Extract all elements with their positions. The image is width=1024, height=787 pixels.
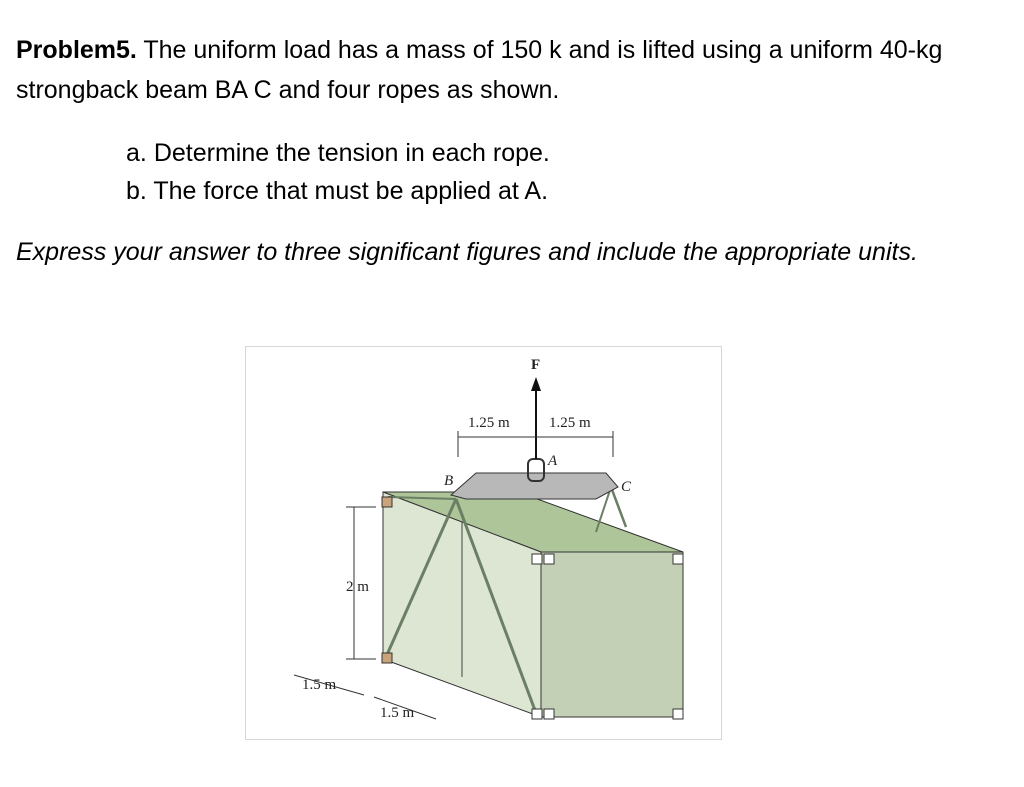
instruction-text: Express your answer to three significant figures and include the appropriate units. bbox=[16, 238, 918, 266]
lug bbox=[673, 709, 683, 719]
problem-statement bbox=[16, 30, 1006, 110]
width-label: 1.5 m bbox=[380, 705, 415, 721]
box-front-face bbox=[541, 552, 683, 717]
depth-label: 1.5 m bbox=[302, 677, 337, 693]
problem-figure bbox=[245, 346, 722, 740]
point-a-label: A bbox=[548, 453, 558, 469]
part-a bbox=[126, 134, 550, 172]
part-b bbox=[126, 172, 550, 210]
part-b-marker: b. bbox=[126, 177, 147, 205]
lug bbox=[382, 497, 392, 507]
height-label: 2 m bbox=[346, 579, 369, 595]
lug bbox=[532, 709, 542, 719]
force-arrowhead bbox=[531, 377, 541, 391]
lug bbox=[673, 554, 683, 564]
lug bbox=[382, 653, 392, 663]
dim-left-label: 1.25 m bbox=[468, 415, 510, 431]
lug bbox=[544, 554, 554, 564]
question-parts bbox=[126, 134, 550, 210]
problem-text: The uniform load has a mass of 150 k and is lifted using a uniform 40-kg strongback beam BA C and four ropes as shown. bbox=[16, 36, 943, 104]
strongback-beam bbox=[451, 473, 618, 499]
dim-right-label: 1.25 m bbox=[549, 415, 591, 431]
part-a-text: Determine the tension in each rope. bbox=[153, 139, 550, 167]
force-label: F bbox=[531, 357, 541, 373]
crate-lifting-diagram bbox=[246, 347, 721, 739]
part-b-text: The force that must be applied at A. bbox=[153, 177, 549, 205]
lug bbox=[532, 554, 542, 564]
point-b-label: B bbox=[444, 473, 454, 489]
problem-heading: Problem5. bbox=[16, 36, 137, 64]
lug bbox=[544, 709, 554, 719]
point-c-label: C bbox=[621, 479, 632, 495]
part-a-marker: a. bbox=[126, 139, 147, 167]
